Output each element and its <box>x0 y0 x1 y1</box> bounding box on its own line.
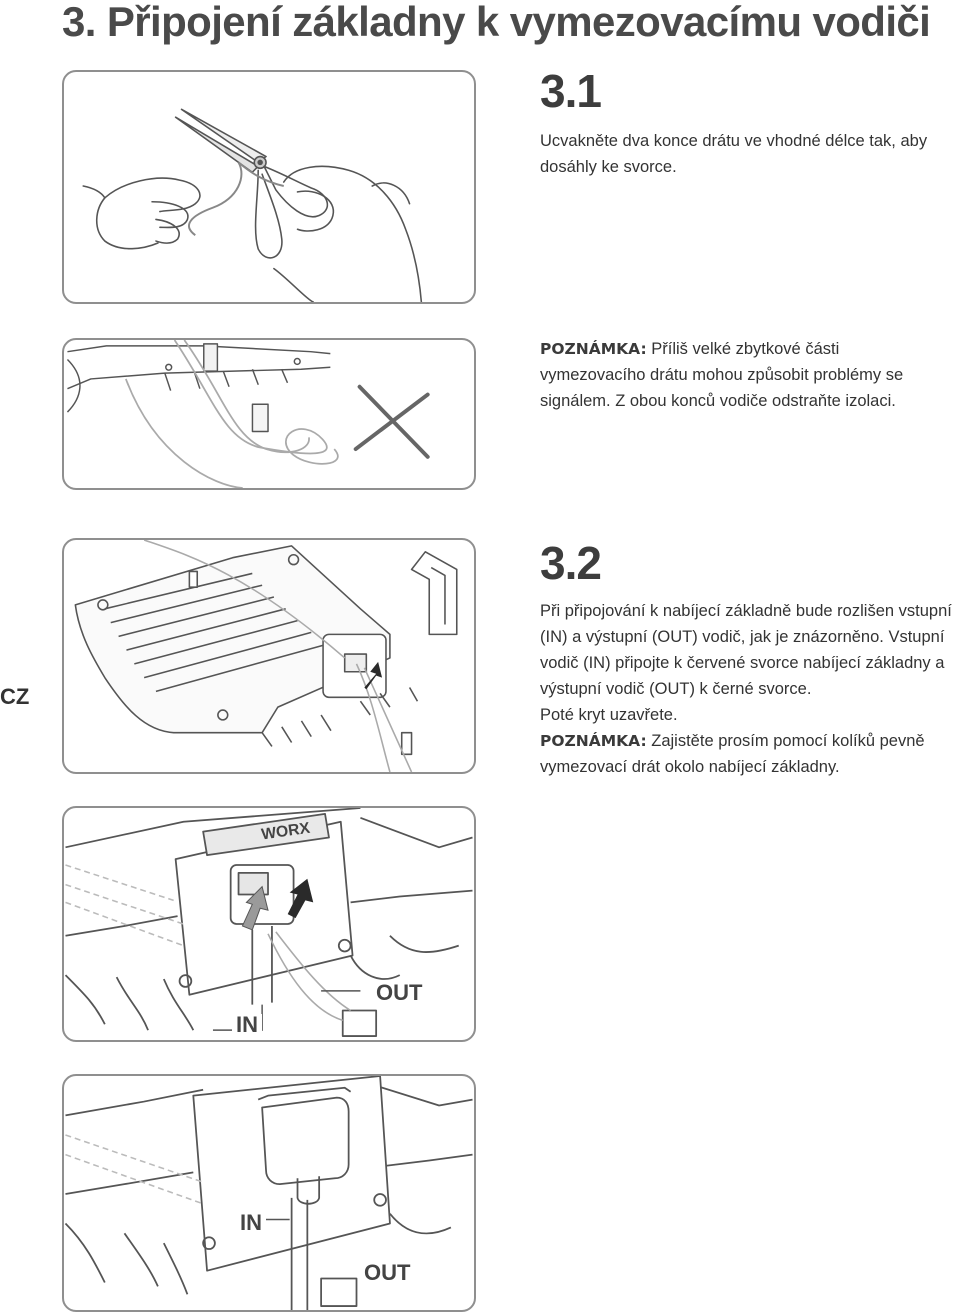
step-3-2-text: Při připojování k nabíjecí základně bude rozlišen vstupní (IN) a výstupní (OUT) vodič, jak je znázorněno. Vstupní vodič (IN) připojte k červené svorce nabíjecí základny a výstupní vodič (OUT) k černé svorce. <box>540 602 952 698</box>
illustration-charging-base <box>62 538 476 774</box>
brand-text: WORX <box>260 819 312 844</box>
scissors-icon <box>64 72 474 302</box>
note-text: Příliš velké zbytkové části vymezovacího drátu mohou způsobit problémy se signálem. Z obou konců vodiče odstraňte izolaci. <box>540 340 904 410</box>
step-3-2-text-close: Poté kryt uzavřete. <box>540 706 678 724</box>
label-in: IN <box>232 1014 262 1036</box>
note-label: POZNÁMKA: <box>540 340 647 358</box>
step-3-2-body <box>540 598 954 780</box>
step-3-2-note <box>540 728 954 780</box>
note-label: POZNÁMKA: <box>540 732 647 750</box>
illustration-terminal-connection <box>62 806 476 1042</box>
step-3-1-note <box>540 336 940 414</box>
cross-mark-icon <box>356 387 428 457</box>
illustration-cut-wire <box>62 70 476 304</box>
step-3-1-text: Ucvakněte dva konce drátu ve vhodné délce tak, aby dosáhly ke svorce. <box>540 132 928 176</box>
step-3-2-number: 3.2 <box>540 537 601 589</box>
language-tab: CZ <box>0 684 30 709</box>
label-out: OUT <box>372 982 426 1004</box>
label-out: OUT <box>360 1262 414 1284</box>
step-3-1-number: 3.1 <box>540 65 601 117</box>
note-text: Zajistěte prosím pomocí kolíků pevně vymezovací drát okolo nabíjecí základny. <box>540 732 925 776</box>
illustration-excess-wire-wrong <box>62 338 476 490</box>
illustration-cover-closed <box>62 1074 476 1312</box>
page-title: 3. Připojení základny k vymezovacímu vodiči <box>62 0 931 45</box>
label-in: IN <box>236 1212 266 1234</box>
